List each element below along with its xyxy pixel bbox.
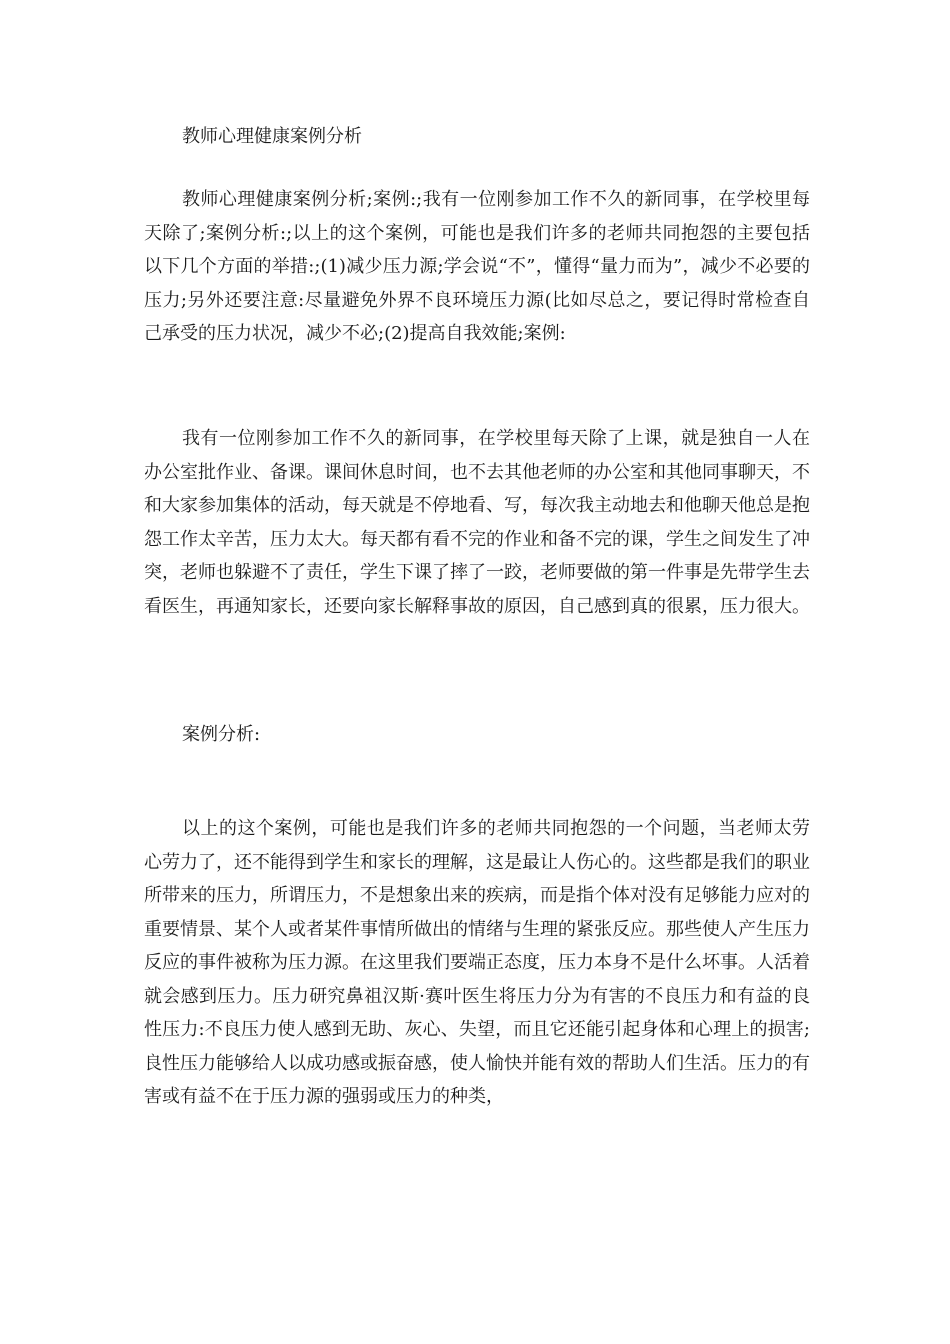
case-paragraph: 我有一位刚参加工作不久的新同事，在学校里每天除了上课，就是独自一人在办公室批作业、备课。课间休息时间，也不去其他老师的办公室和其他同事聊天，不和大家参加集体的活动，每天就是不停地看、写，每次我主动地去和他聊天他总是抱怨工作太辛苦，压力太大。每天都有看不完的作业和备不完的课，学生之间发生了冲突，老师也躲避不了责任，学生下课了摔了一跤，老师要做的第一件事是先带学生去看医生，再通知家长，还要向家长解释事故的原因，自己感到真的很累，压力很大。 bbox=[144, 428, 810, 617]
analysis-paragraph: 以上的这个案例，可能也是我们许多的老师共同抱怨的一个问题，当老师太劳心劳力了，还不能得到学生和家长的理解，这是最让人伤心的。这些都是我们的职业所带来的压力，所谓压力，不是想象出来的疾病，而是指个体对没有足够能力应对的重要情景、某个人或者某件事情所做出的情绪与生理的紧张反应。那些使人产生压力反应的事件被称为压力源。在这里我们要端正态度，压力本身不是什么坏事。人活着就会感到压力。压力研究鼻祖汉斯·赛叶医生将压力分为有害的不良压力和有益的良性压力:不良压力使人感到无助、灰心、失望，而且它还能引起身体和心理上的损害;良性压力能够给人以成功感或振奋感，使人愉快并能有效的帮助人们生活。压力的有害或有益不在于压力源的强弱或压力的种类， bbox=[144, 818, 810, 1107]
document-title: 教师心理健康案例分析 bbox=[182, 126, 362, 147]
summary-paragraph: 教师心理健康案例分析;案例:;我有一位刚参加工作不久的新同事，在学校里每天除了;案例分析:;以上的这个案例，可能也是我们许多的老师共同抱怨的主要包括以下几个方面的举措:;(1)减少压力源;学会说“不”，懂得“量力而为”，减少不必要的压力;另外还要注意:尽量避免外界不良环境压力源(比如尽总之，要记得时常检查自己承受的压力状况，减少不必;(2)提高自我效能;案例: bbox=[144, 189, 810, 344]
section-heading: 案例分析: bbox=[182, 724, 261, 745]
